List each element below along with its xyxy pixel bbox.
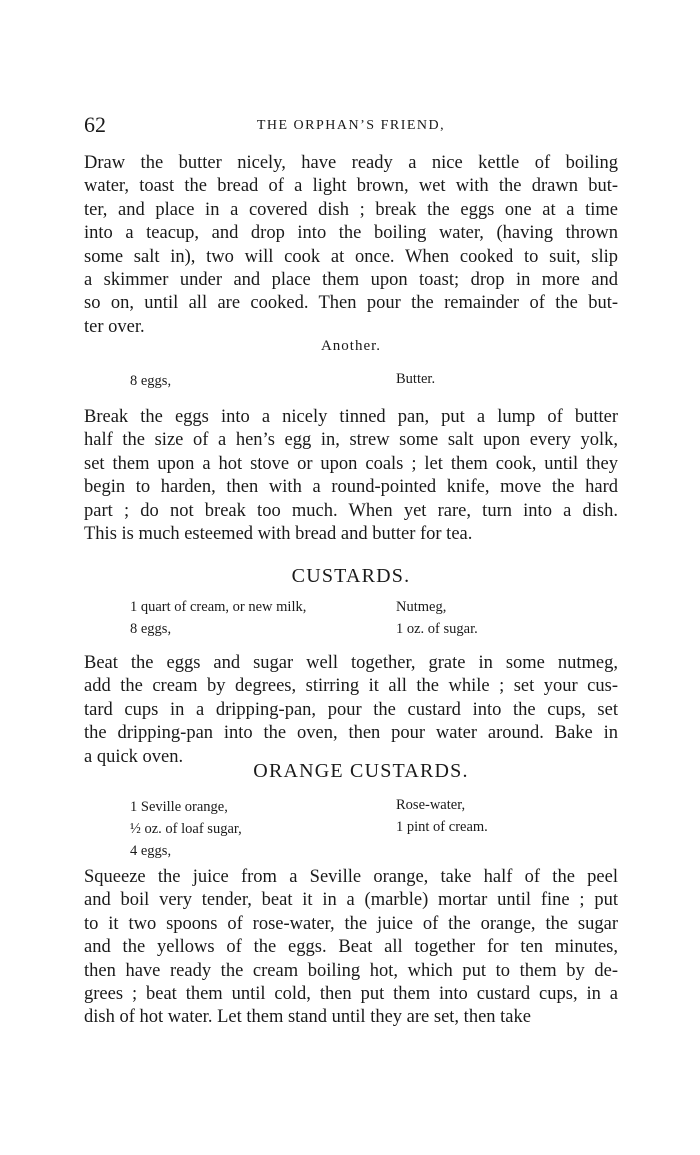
ingredient-line: Rose-water,	[396, 797, 466, 813]
text-line: grees ; beat them until cold, then put them into custard cups, in a	[84, 984, 618, 1005]
text-line: a skimmer under and place them upon toast; drop in more and	[84, 270, 618, 291]
text-line: Break the eggs into a nicely tinned pan, put a lump of butter	[84, 407, 618, 427]
text-line: tard cups in a dripping-pan, pour the custard into the cups, set	[84, 699, 618, 720]
ingredient-line: 1 Seville orange,	[130, 799, 228, 815]
text-line: ter, and place in a covered dish ; break the eggs one at a time	[84, 199, 618, 220]
paragraph-poached-eggs	[84, 152, 618, 339]
text-line: half the size of a hen’s egg in, strew some salt upon every yolk,	[84, 430, 618, 451]
text-line: Draw the butter nicely, have ready a nice kettle of boiling	[84, 153, 618, 173]
ingredient-line: 8 eggs,	[130, 373, 172, 389]
text-line: some salt in), two will cook at once. When cooked to suit, slip	[84, 246, 618, 267]
heading-another: Another.	[320, 338, 382, 354]
page-number: 62	[84, 112, 106, 137]
heading-custards: CUSTARDS.	[291, 565, 411, 587]
text-line: and boil very tender, beat it in a (marble) mortar until fine ; put	[84, 890, 618, 911]
ingredient-line: ½ oz. of loaf sugar,	[130, 821, 242, 837]
text-line: dish of hot water. Let them stand until they are set, then take	[84, 1007, 531, 1028]
ingredient-line: 1 oz. of sugar.	[396, 621, 478, 637]
ingredient-line: 8 eggs,	[130, 621, 172, 637]
text-line: ter over.	[84, 316, 145, 337]
text-line: Beat the eggs and sugar well together, grate in some nutmeg,	[84, 653, 618, 673]
text-line: the dripping-pan into the oven, then pour water around. Bake in	[84, 723, 618, 744]
ingredient-line: Nutmeg,	[396, 599, 447, 615]
ingredient-line: 1 pint of cream.	[396, 819, 488, 835]
text-line: so on, until all are cooked. Then pour the remainder of the but-	[84, 293, 618, 314]
text-line: and the yellows of the eggs. Beat all together for ten minutes,	[84, 937, 618, 958]
paragraph-another	[84, 406, 618, 546]
text-line: Squeeze the juice from a Seville orange, take half of the peel	[84, 867, 618, 887]
text-line: water, toast the bread of a light brown, wet with the drawn but-	[84, 176, 618, 197]
ingredients-another-left	[130, 370, 171, 392]
ingredient-line: Butter.	[396, 371, 436, 387]
text-line: set them upon a hot stove or upon coals ; let them cook, until they	[84, 453, 618, 474]
running-title: THE ORPHAN’S FRIEND,	[256, 118, 446, 133]
text-line: begin to harden, then with a round-pointed knife, move the hard	[84, 477, 618, 498]
text-line: into a teacup, and drop into the boiling water, (having thrown	[84, 223, 618, 244]
heading-orange-custards: ORANGE CUSTARDS.	[253, 760, 469, 782]
ingredients-orange-left	[130, 796, 242, 862]
text-line: a quick oven.	[84, 746, 184, 767]
text-line: This is much esteemed with bread and butter for tea.	[84, 524, 473, 545]
paragraph-orange-custards	[84, 866, 618, 1030]
text-line: part ; do not break too much. When yet rare, turn into a dish.	[84, 500, 618, 521]
paragraph-custards	[84, 652, 618, 769]
text-line: add the cream by degrees, stirring it all the while ; set your cus-	[84, 676, 618, 697]
text-line: to it two spoons of rose-water, the juice of the orange, the sugar	[84, 913, 618, 934]
ingredients-orange-right	[396, 794, 488, 838]
ingredient-line: 1 quart of cream, or new milk,	[130, 599, 307, 615]
text-line: then have ready the cream boiling hot, which put to them by de-	[84, 960, 618, 981]
ingredient-line: 4 eggs,	[130, 843, 172, 859]
ingredients-custards-right	[396, 596, 478, 640]
page-header	[84, 112, 618, 140]
ingredients-another-right	[396, 368, 435, 390]
ingredients-custards-left	[130, 596, 306, 640]
